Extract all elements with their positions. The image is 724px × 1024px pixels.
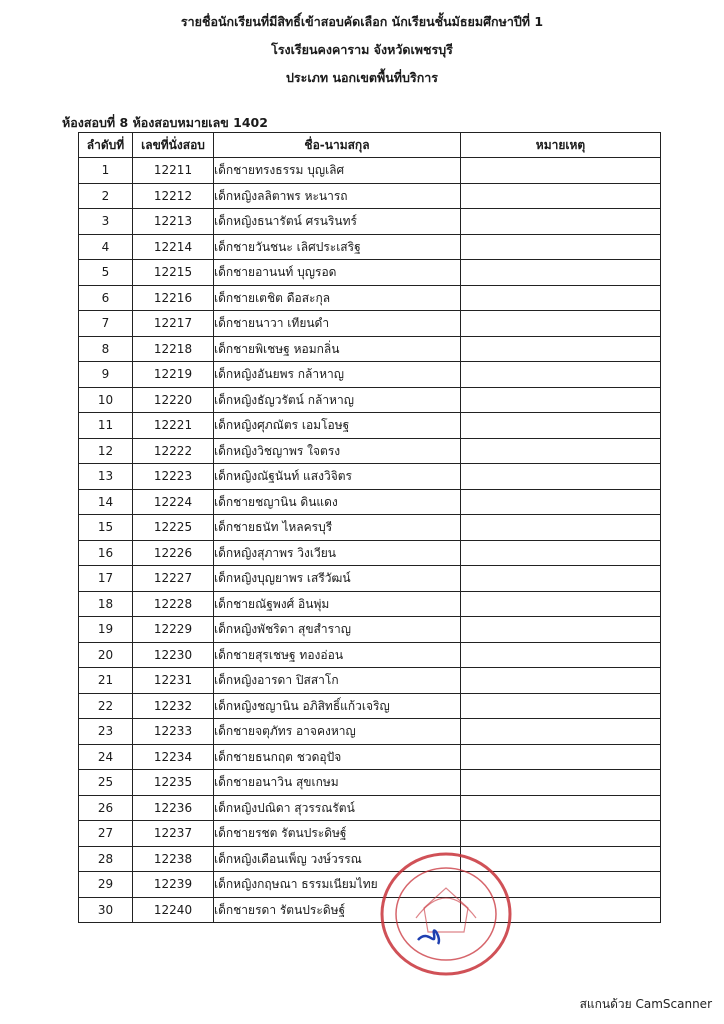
- column-header-no: ลำดับที่: [79, 133, 133, 158]
- remark-cell: [461, 209, 661, 235]
- table-row: [79, 260, 661, 286]
- remark-cell: [461, 515, 661, 541]
- row-number-cell: 21: [79, 668, 133, 694]
- row-number-cell: 18: [79, 591, 133, 617]
- row-number-cell: 22: [79, 693, 133, 719]
- remark-cell: [461, 821, 661, 847]
- table-row: [79, 693, 661, 719]
- row-number-cell: 20: [79, 642, 133, 668]
- student-name-cell: เด็กชายรดา รัตนประดิษฐ์: [214, 897, 461, 923]
- student-name-cell: เด็กชายชญานิน ดินแดง: [214, 489, 461, 515]
- table-row: [79, 336, 661, 362]
- row-number-cell: 5: [79, 260, 133, 286]
- seat-number-cell: 12228: [133, 591, 214, 617]
- category-label: ประเภท นอกเขตพื้นที่บริการ: [286, 70, 438, 85]
- remark-cell: [461, 311, 661, 337]
- student-name-cell: เด็กหญิงกฤษณา ธรรมเนียมไทย: [214, 872, 461, 898]
- student-name-cell: เด็กหญิงณัฐนันท์ แสงวิจิตร: [214, 464, 461, 490]
- table-row: [79, 591, 661, 617]
- student-name-cell: เด็กชายเตชิต ดือสะกุล: [214, 285, 461, 311]
- student-name-cell: เด็กหญิงเดือนเพ็ญ วงษ์วรรณ: [214, 846, 461, 872]
- row-number-cell: 28: [79, 846, 133, 872]
- remark-cell: [461, 642, 661, 668]
- table-row: [79, 413, 661, 439]
- table-row: [79, 566, 661, 592]
- remark-cell: [461, 260, 661, 286]
- seat-number-cell: 12214: [133, 234, 214, 260]
- row-number-cell: 14: [79, 489, 133, 515]
- seat-number-cell: 12229: [133, 617, 214, 643]
- student-name-cell: เด็กหญิงวิชญาพร ใจตรง: [214, 438, 461, 464]
- table-row: [79, 489, 661, 515]
- seat-number-cell: 12240: [133, 897, 214, 923]
- student-name-cell: เด็กชายพิเชษฐ หอมกลิ่น: [214, 336, 461, 362]
- remark-cell: [461, 540, 661, 566]
- table-row: [79, 311, 661, 337]
- school-name: โรงเรียนคงคาราม จังหวัดเพชรบุรี: [271, 42, 453, 57]
- student-name-cell: เด็กชายทรงธรรม บุญเลิศ: [214, 158, 461, 184]
- student-name-cell: เด็กชายอานนท์ บุญรอด: [214, 260, 461, 286]
- remark-cell: [461, 158, 661, 184]
- seat-number-cell: 12231: [133, 668, 214, 694]
- row-number-cell: 7: [79, 311, 133, 337]
- remark-cell: [461, 464, 661, 490]
- student-name-cell: เด็กหญิงอารดา ปิสสาโก: [214, 668, 461, 694]
- row-number-cell: 19: [79, 617, 133, 643]
- student-name-cell: เด็กชายธนัท ไหลครบุรี: [214, 515, 461, 541]
- column-header-name: ชื่อ-นามสกุล: [214, 133, 461, 158]
- remark-cell: [461, 719, 661, 745]
- row-number-cell: 17: [79, 566, 133, 592]
- table-row: [79, 719, 661, 745]
- document-title: รายชื่อนักเรียนที่มีสิทธิ์เข้าสอบคัดเลือก นักเรียนชั้นมัธยมศึกษาปีที่ 1: [180, 14, 544, 29]
- table-row: [79, 770, 661, 796]
- row-number-cell: 24: [79, 744, 133, 770]
- seat-number-cell: 12221: [133, 413, 214, 439]
- seat-number-cell: 12219: [133, 362, 214, 388]
- seat-number-cell: 12227: [133, 566, 214, 592]
- seat-number-cell: 12223: [133, 464, 214, 490]
- seat-number-cell: 12220: [133, 387, 214, 413]
- row-number-cell: 3: [79, 209, 133, 235]
- column-header-seat: เลขที่นั่งสอบ: [133, 133, 214, 158]
- table-header-row: [79, 133, 661, 158]
- seat-number-cell: 12236: [133, 795, 214, 821]
- row-number-cell: 26: [79, 795, 133, 821]
- document-header: [0, 8, 724, 92]
- table-row: [79, 438, 661, 464]
- row-number-cell: 29: [79, 872, 133, 898]
- remark-cell: [461, 591, 661, 617]
- remark-cell: [461, 693, 661, 719]
- table-row: [79, 285, 661, 311]
- table-row: [79, 897, 661, 923]
- row-number-cell: 13: [79, 464, 133, 490]
- seat-number-cell: 12234: [133, 744, 214, 770]
- row-number-cell: 11: [79, 413, 133, 439]
- student-name-cell: เด็กหญิงอันยพร กล้าหาญ: [214, 362, 461, 388]
- seat-number-cell: 12237: [133, 821, 214, 847]
- remark-cell: [461, 744, 661, 770]
- remark-cell: [461, 566, 661, 592]
- table-row: [79, 846, 661, 872]
- seat-number-cell: 12230: [133, 642, 214, 668]
- student-name-cell: เด็กหญิงปณิดา สุวรรณรัตน์: [214, 795, 461, 821]
- remark-cell: [461, 413, 661, 439]
- remark-cell: [461, 770, 661, 796]
- row-number-cell: 10: [79, 387, 133, 413]
- table-row: [79, 209, 661, 235]
- table-row: [79, 183, 661, 209]
- roster-body: [79, 158, 661, 923]
- seat-number-cell: 12213: [133, 209, 214, 235]
- student-name-cell: เด็กชายนาวา เทียนดำ: [214, 311, 461, 337]
- seat-number-cell: 12212: [133, 183, 214, 209]
- exam-room-label: ห้องสอบที่ 8 ห้องสอบหมายเลข 1402: [62, 115, 268, 130]
- row-number-cell: 25: [79, 770, 133, 796]
- student-name-cell: เด็กหญิงธนารัตน์ ศรนรินทร์: [214, 209, 461, 235]
- row-number-cell: 2: [79, 183, 133, 209]
- row-number-cell: 4: [79, 234, 133, 260]
- table-row: [79, 821, 661, 847]
- student-name-cell: เด็กหญิงสุภาพร วิงเวียน: [214, 540, 461, 566]
- student-name-cell: เด็กหญิงลลิตาพร หะนารถ: [214, 183, 461, 209]
- table-row: [79, 642, 661, 668]
- remark-cell: [461, 387, 661, 413]
- table-row: [79, 158, 661, 184]
- remark-cell: [461, 183, 661, 209]
- seat-number-cell: 12216: [133, 285, 214, 311]
- table-row: [79, 872, 661, 898]
- seat-number-cell: 12226: [133, 540, 214, 566]
- student-name-cell: เด็กชายธนกฤต ชวดอุปัจ: [214, 744, 461, 770]
- row-number-cell: 30: [79, 897, 133, 923]
- remark-cell: [461, 795, 661, 821]
- remark-cell: [461, 336, 661, 362]
- table-row: [79, 515, 661, 541]
- seat-number-cell: 12238: [133, 846, 214, 872]
- table-row: [79, 234, 661, 260]
- row-number-cell: 27: [79, 821, 133, 847]
- remark-cell: [461, 362, 661, 388]
- row-number-cell: 9: [79, 362, 133, 388]
- seat-number-cell: 12235: [133, 770, 214, 796]
- student-name-cell: เด็กหญิงชญานิน อภิสิทธิ์แก้วเจริญ: [214, 693, 461, 719]
- column-header-remark: หมายเหตุ: [461, 133, 661, 158]
- table-row: [79, 668, 661, 694]
- table-row: [79, 464, 661, 490]
- row-number-cell: 6: [79, 285, 133, 311]
- student-name-cell: เด็กชายอนาวิน สุขเกษม: [214, 770, 461, 796]
- remark-cell: [461, 668, 661, 694]
- seat-number-cell: 12211: [133, 158, 214, 184]
- student-name-cell: เด็กชายสุรเชษฐ ทองอ่อน: [214, 642, 461, 668]
- seat-number-cell: 12232: [133, 693, 214, 719]
- student-name-cell: เด็กหญิงธัญวรัตน์ กล้าหาญ: [214, 387, 461, 413]
- seat-number-cell: 12239: [133, 872, 214, 898]
- remark-cell: [461, 234, 661, 260]
- student-name-cell: เด็กหญิงพัชริดา สุขสำราญ: [214, 617, 461, 643]
- row-number-cell: 16: [79, 540, 133, 566]
- student-name-cell: เด็กชายณัฐพงศ์ อินพุ่ม: [214, 591, 461, 617]
- table-row: [79, 795, 661, 821]
- student-name-cell: เด็กหญิงศุภณัตร เอมโอษฐ: [214, 413, 461, 439]
- seat-number-cell: 12225: [133, 515, 214, 541]
- table-row: [79, 744, 661, 770]
- table-row: [79, 387, 661, 413]
- row-number-cell: 8: [79, 336, 133, 362]
- remark-cell: [461, 438, 661, 464]
- table-row: [79, 617, 661, 643]
- row-number-cell: 15: [79, 515, 133, 541]
- seat-number-cell: 12215: [133, 260, 214, 286]
- school-seal-stamp: [376, 848, 516, 980]
- camscanner-watermark: สแกนด้วย CamScanner: [579, 997, 712, 1011]
- row-number-cell: 23: [79, 719, 133, 745]
- table-row: [79, 362, 661, 388]
- remark-cell: [461, 285, 661, 311]
- seat-number-cell: 12224: [133, 489, 214, 515]
- table-row: [79, 540, 661, 566]
- student-roster-table: [78, 132, 661, 923]
- seat-number-cell: 12217: [133, 311, 214, 337]
- seat-number-cell: 12218: [133, 336, 214, 362]
- row-number-cell: 12: [79, 438, 133, 464]
- seat-number-cell: 12222: [133, 438, 214, 464]
- seat-number-cell: 12233: [133, 719, 214, 745]
- remark-cell: [461, 617, 661, 643]
- row-number-cell: 1: [79, 158, 133, 184]
- student-name-cell: เด็กชายจตุภัทร อาจคงหาญ: [214, 719, 461, 745]
- student-name-cell: เด็กชายวันชนะ เลิศประเสริฐ: [214, 234, 461, 260]
- remark-cell: [461, 489, 661, 515]
- student-name-cell: เด็กชายรชต รัตนประดิษฐ์: [214, 821, 461, 847]
- student-name-cell: เด็กหญิงบุญยาพร เสรีวัฒน์: [214, 566, 461, 592]
